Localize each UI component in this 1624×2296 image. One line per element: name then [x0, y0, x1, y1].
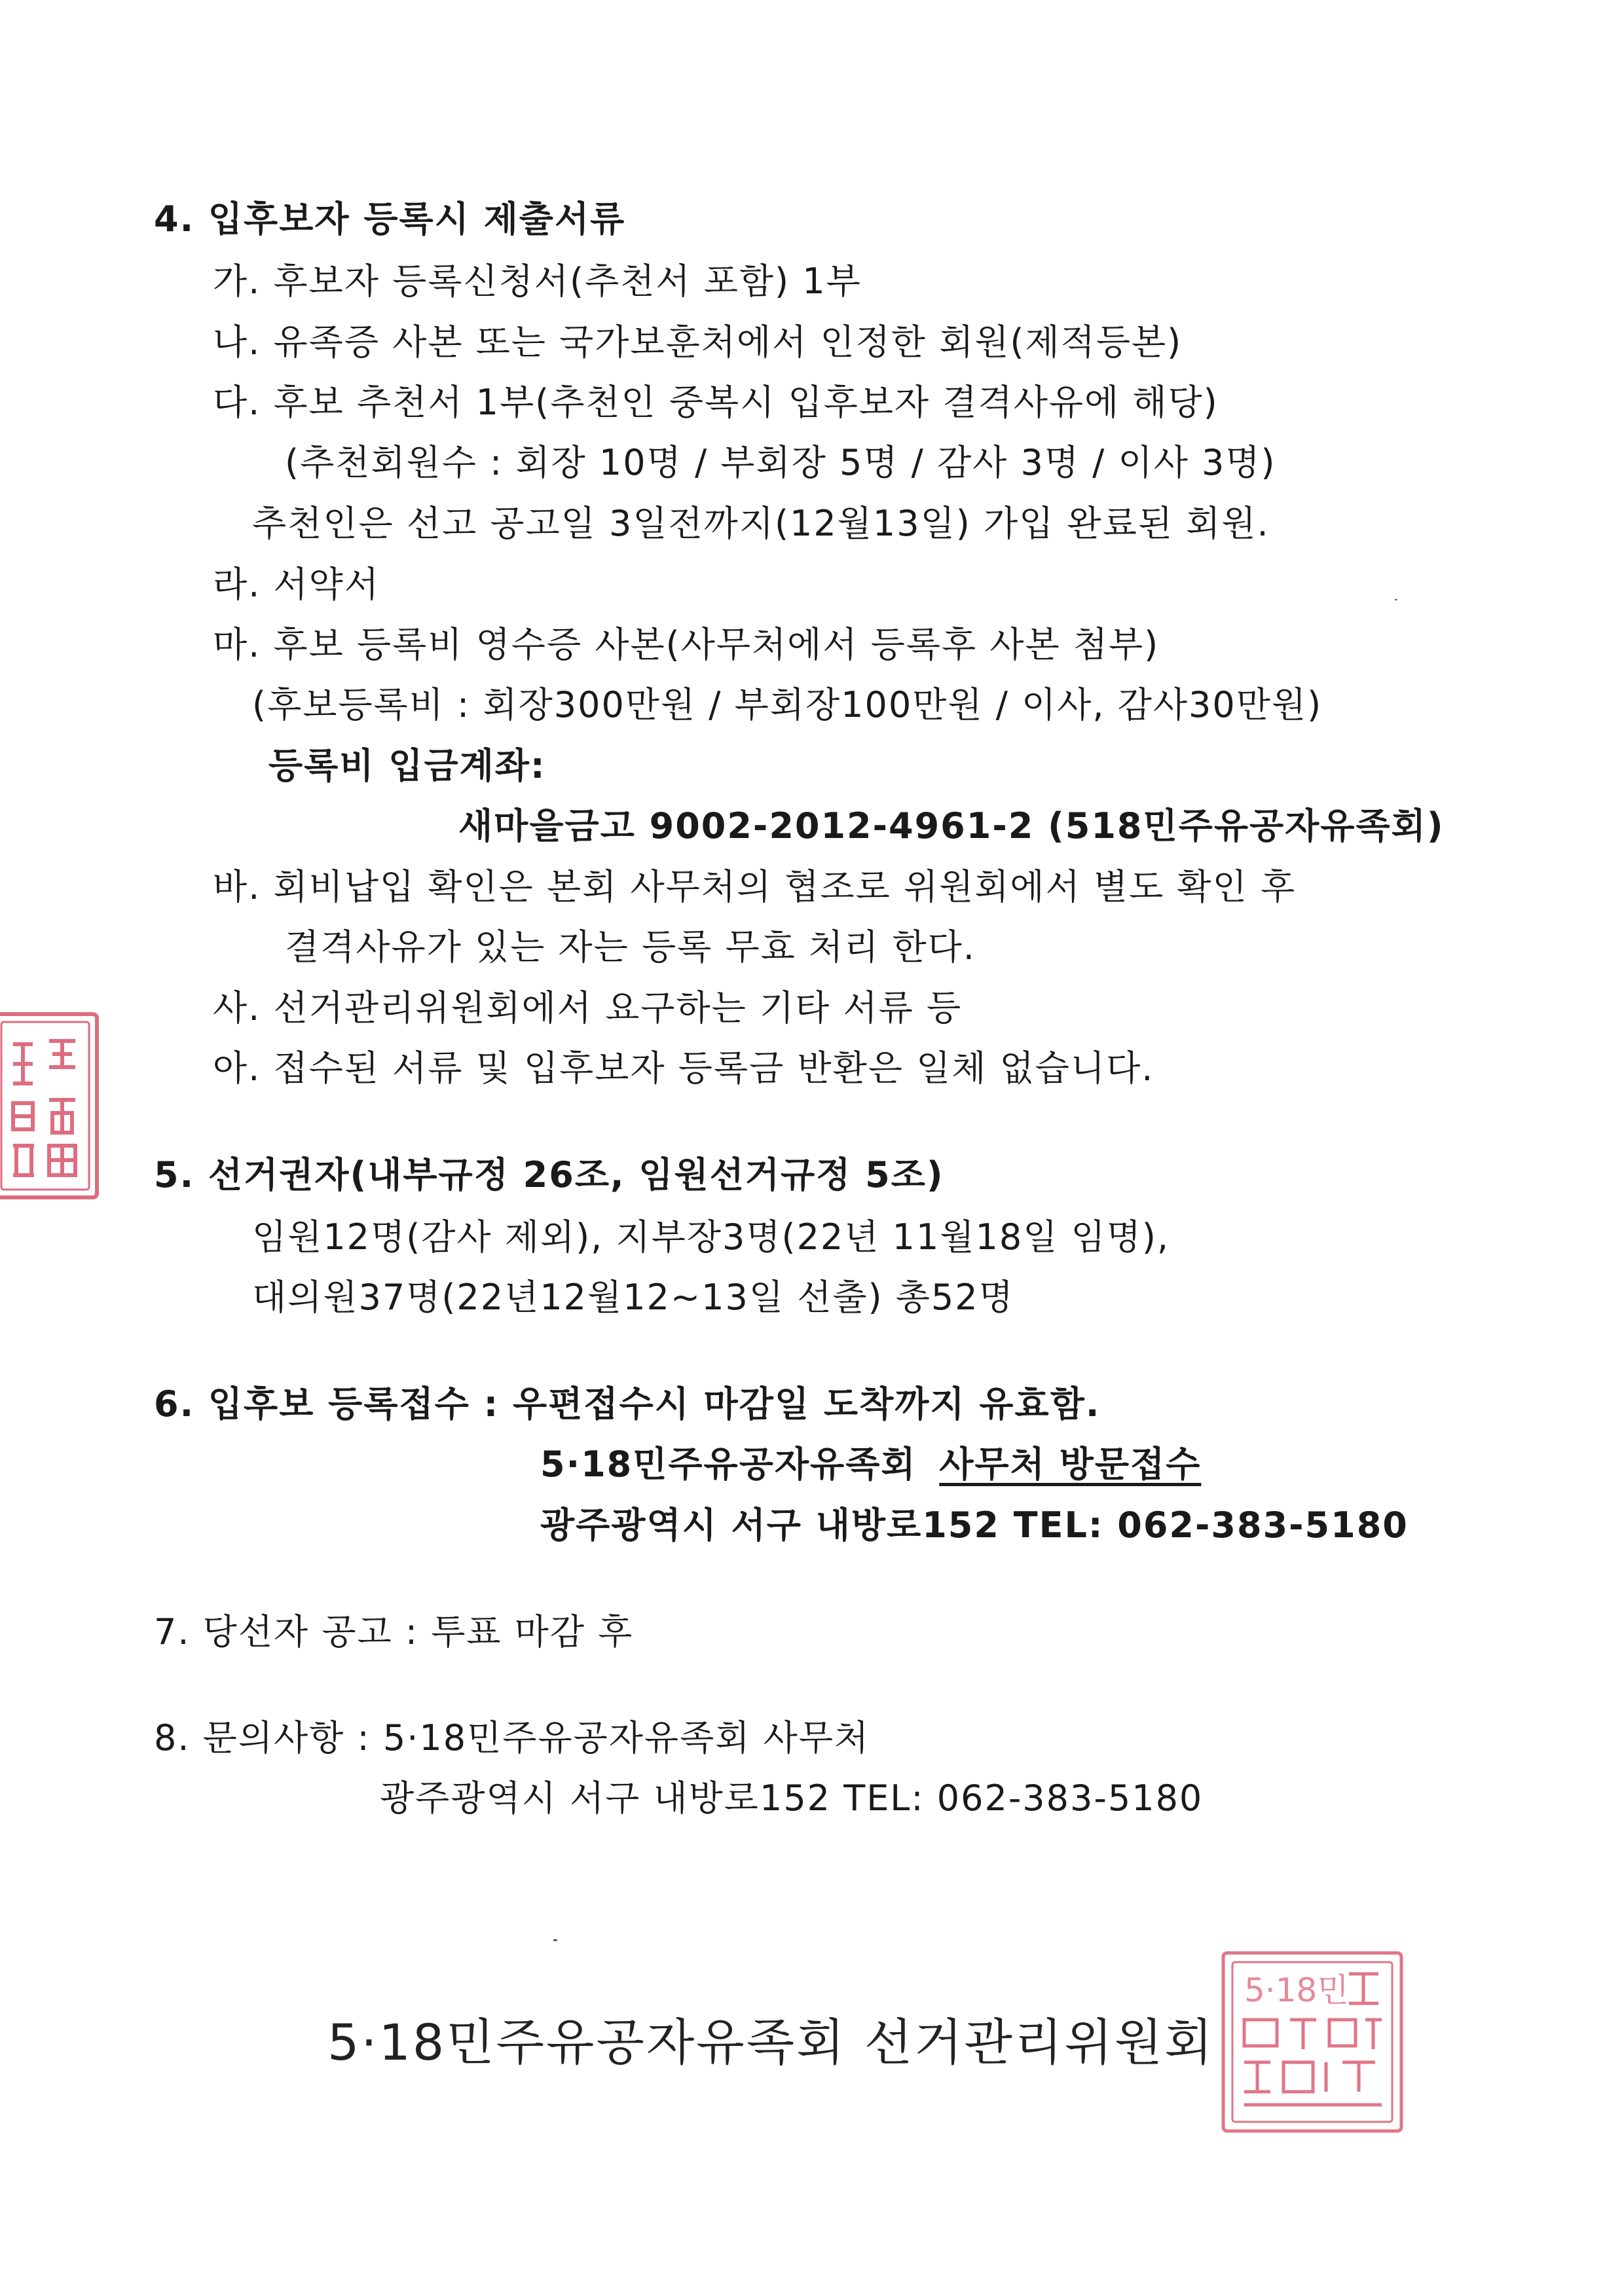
scan-speck [553, 1939, 557, 1941]
section-5-line-2: 대의원37명(22년12월12~13일 선출) 총52명 [252, 1277, 1014, 1318]
section-6-visit: 사무처 방문접수 [939, 1444, 1202, 1485]
section-6-org: 5·18민주유공자유족회 [540, 1444, 917, 1485]
footer-signature: 5·18민주유공자유족회 선거관리위원회 [327, 2013, 1215, 2071]
svg-text:5·18민: 5·18민 [1244, 1971, 1349, 2009]
section-4-heading: 4. 입후보자 등록시 제출서류 [154, 198, 626, 240]
section-4-item-ba: 바. 회비납입 확인은 본회 사무처의 협조로 위원회에서 별도 확인 후 [213, 866, 1297, 907]
right-seal-stamp [1218, 1948, 1408, 2138]
section-8-address: 광주광역시 서구 내방로152 TEL: 062-383-5180 [380, 1777, 1204, 1819]
section-4-item-da-detail: (추천회원수 : 회장 10명 / 부회장 5명 / 감사 3명 / 이사 3명) [285, 442, 1276, 483]
left-seal-stamp [0, 1005, 105, 1208]
section-6-address: 광주광역시 서구 내방로152 TEL: 062-383-5180 [540, 1504, 1409, 1546]
section-7-heading: 7. 당선자 공고 : 투표 마감 후 [154, 1611, 634, 1652]
section-4-item-na: 나. 유족증 사본 또는 국가보훈처에서 인정한 회원(제적등본) [213, 321, 1183, 363]
section-8-heading: 8. 문의사항 : 5·18민주유공자유족회 사무처 [154, 1717, 870, 1758]
section-5-line-1: 임원12명(감사 제외), 지부장3명(22년 11월18일 임명), [252, 1216, 1170, 1258]
section-4-item-ma: 마. 후보 등록비 영수증 사본(사무처에서 등록후 사본 첨부) [213, 624, 1160, 665]
section-6-org-line [540, 1442, 1201, 1487]
section-5-heading: 5. 선거권자(내부규정 26조, 임원선거규정 5조) [154, 1154, 944, 1195]
section-4-item-a: 아. 접수된 서류 및 입후보자 등록금 반환은 일체 없습니다. [213, 1048, 1154, 1089]
section-4-item-da-note: 추천인은 선고 공고일 3일전까지(12월13일) 가입 완료된 회원. [252, 503, 1270, 544]
scan-speck [1395, 599, 1397, 600]
account-label: 등록비 입금계좌: [268, 745, 546, 786]
section-4-item-ba-cont: 결격사유가 있는 자는 등록 무효 처리 한다. [285, 926, 976, 968]
section-4-item-da: 다. 후보 추천서 1부(추천인 중복시 입후보자 결격사유에 해당) [213, 382, 1219, 423]
section-4-item-ga: 가. 후보자 등록신청서(추천서 포함) 1부 [213, 261, 862, 302]
section-4-item-ra: 라. 서약서 [213, 564, 380, 605]
section-4-item-sa: 사. 선거관리위원회에서 요구하는 기타 서류 등 [213, 987, 963, 1029]
section-6-heading: 6. 입후보 등록접수 : 우편접수시 마감일 도착까지 유효함. [154, 1383, 1101, 1425]
account-value: 새마을금고 9002-2012-4961-2 (518민주유공자유족회) [458, 805, 1445, 847]
section-4-item-ma-detail: (후보등록비 : 회장300만원 / 부회장100만원 / 이사, 감사30만원) [252, 684, 1323, 725]
